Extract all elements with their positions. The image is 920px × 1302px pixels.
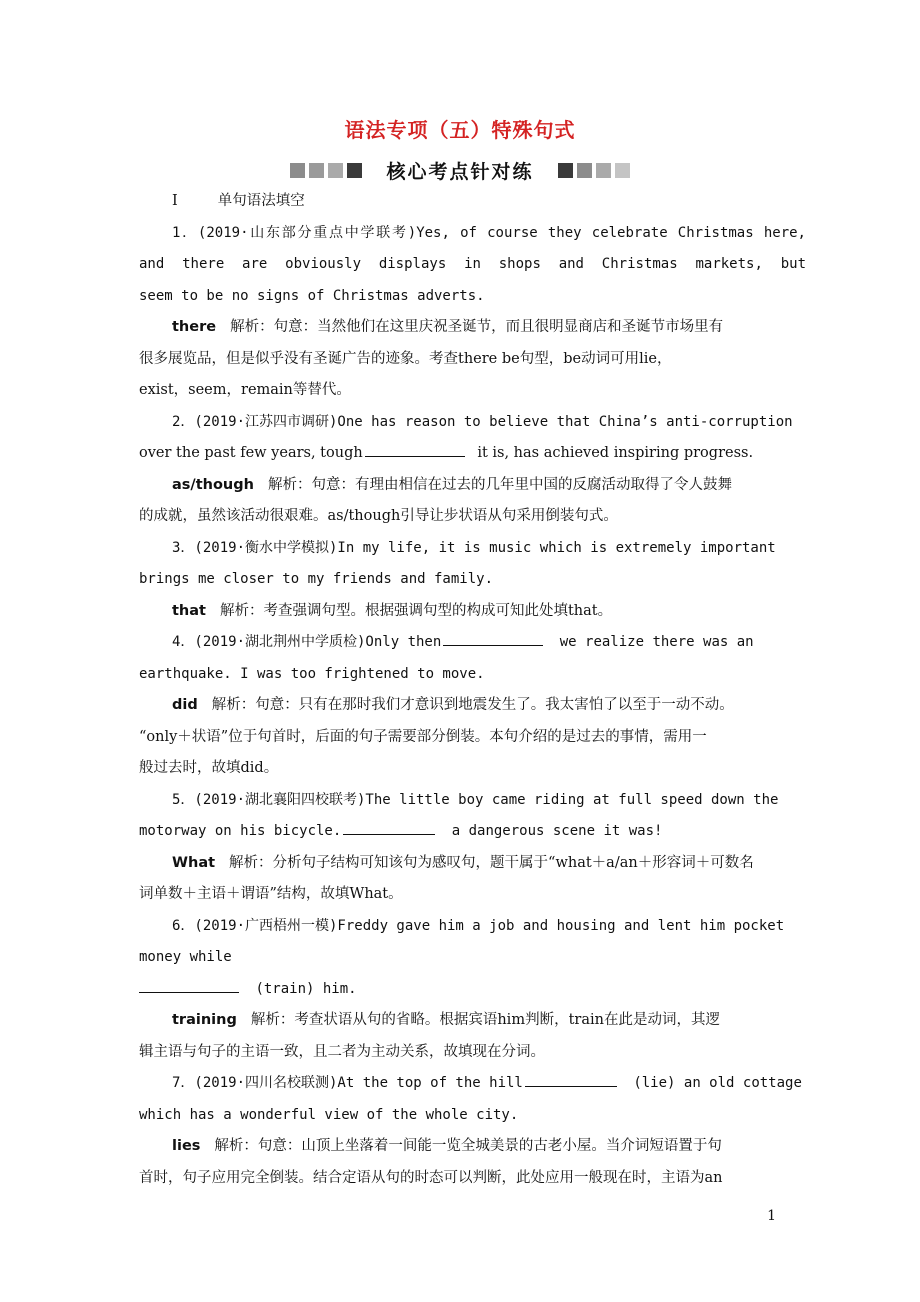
banner-square bbox=[577, 163, 592, 178]
question-7-text-b: (lie) an old cottage bbox=[633, 1075, 802, 1091]
question-5-text-b: a dangerous scene it was! bbox=[451, 823, 663, 839]
section-label: 单句语法填空 bbox=[217, 193, 305, 209]
question-6-line-1: 6．(2019·广西梧州一模)Freddy gave him a job and housing and lent him pocket bbox=[172, 917, 785, 934]
banner-square bbox=[558, 163, 573, 178]
banner-square bbox=[309, 163, 324, 178]
page-number: 1 bbox=[767, 1208, 776, 1224]
question-4-text-b: we realize there was an bbox=[559, 634, 754, 650]
answer-5-word: What bbox=[172, 854, 216, 871]
question-4-line-2: earthquake. I was too frightened to move. bbox=[139, 665, 485, 682]
answer-blank[interactable] bbox=[365, 442, 465, 457]
question-2-line-1: 2．(2019·江苏四市调研)One has reason to believe that China’s anti-corruption bbox=[172, 413, 793, 430]
answer-3-explanation-1: 解析：考查强调句型。根据强调句型的构成可知此处填that。 bbox=[219, 602, 613, 619]
section-banner bbox=[0, 156, 920, 184]
answer-4 bbox=[139, 690, 806, 722]
question-7-text-a: 7．(2019·四川名校联测)At the top of the hill bbox=[172, 1075, 523, 1091]
question-1-line-1: 1．(2019·山东部分重点中学联考)Yes, of course they celebrate Christmas here, bbox=[172, 224, 806, 241]
answer-2-explanation-1: 解析：句意：有理由相信在过去的几年里中国的反腐活动取得了令人鼓舞 bbox=[267, 476, 732, 493]
answer-5 bbox=[139, 848, 806, 880]
answer-blank[interactable] bbox=[443, 631, 543, 646]
section-number: Ⅰ bbox=[172, 193, 178, 209]
answer-4-explanation-3: 般过去时，故填did。 bbox=[139, 760, 279, 776]
question-7-line-2: which has a wonderful view of the whole city. bbox=[139, 1106, 519, 1123]
answer-5-explanation-1: 解析：分析句子结构可知该句为感叹句，题干属于“what＋a/an＋形容词＋可数名 bbox=[229, 854, 754, 871]
answer-7-explanation-1: 解析：句意：山顶上坐落着一间能一览全城美景的古老小屋。当介词短语置于句 bbox=[214, 1138, 722, 1154]
answer-1 bbox=[139, 312, 806, 344]
answer-1-explanation-2: 很多展览品，但是似乎没有圣诞广告的迹象。考查there be句型，be动词可用lie， bbox=[139, 350, 672, 367]
question-2-text-a: over the past few years, tough bbox=[139, 445, 363, 461]
banner-square bbox=[615, 163, 630, 178]
question-4-line-1 bbox=[139, 627, 806, 659]
question-1-line-2: and there are obviously displays in shops and Christmas markets, but bbox=[139, 256, 806, 272]
answer-2-explanation-2: 的成就，虽然该活动很艰难。as/though引导让步状语从句采用倒装句式。 bbox=[139, 508, 618, 524]
answer-6-explanation-2: 辑主语与句子的主语一致，且二者为主动关系，故填现在分词。 bbox=[139, 1043, 545, 1060]
question-1-line-3: seem to be no signs of Christmas adverts. bbox=[139, 287, 485, 304]
question-7-line-1 bbox=[139, 1068, 806, 1100]
answer-1-explanation-3: exist，seem，remain等替代。 bbox=[139, 382, 351, 398]
answer-7-explanation-2: 首时，句子应用完全倒装。结合定语从句的时态可以判断，此处应用一般现在时，主语为an bbox=[139, 1169, 723, 1186]
question-5-line-2 bbox=[139, 816, 806, 848]
section-heading bbox=[172, 186, 806, 218]
answer-6-word: training bbox=[172, 1012, 237, 1028]
answer-4-explanation-2: “only＋状语”位于句首时，后面的句子需要部分倒装。本句介绍的是过去的事情，需用一 bbox=[139, 728, 707, 745]
question-2-line-2 bbox=[139, 438, 806, 470]
question-6-text: (train) him. bbox=[255, 980, 357, 997]
banner-square bbox=[347, 163, 362, 178]
answer-4-explanation-1: 解析：句意：只有在那时我们才意识到地震发生了。我太害怕了以至于一动不动。 bbox=[211, 697, 734, 713]
answer-6-explanation-1: 解析：考查状语从句的省略。根据宾语him判断，train在此是动词，其逻 bbox=[250, 1012, 720, 1028]
answer-4-word: did bbox=[172, 697, 198, 713]
answer-1-word: there bbox=[172, 319, 217, 335]
page-title: 语法专项（五）特殊句式 bbox=[344, 118, 576, 142]
answer-blank[interactable] bbox=[343, 820, 435, 835]
question-3-line-2: brings me closer to my friends and family. bbox=[139, 571, 494, 587]
answer-1-explanation-1: 解析：句意：当然他们在这里庆祝圣诞节，而且很明显商店和圣诞节市场里有 bbox=[230, 319, 724, 335]
answer-blank[interactable] bbox=[525, 1072, 617, 1087]
banner-square bbox=[596, 163, 611, 178]
question-2-text-b: it is, has achieved inspiring progress. bbox=[477, 445, 754, 461]
banner-title: 核心考点针对练 bbox=[386, 160, 534, 183]
answer-2 bbox=[139, 470, 806, 502]
answer-3-word: that bbox=[172, 602, 206, 619]
document-body bbox=[139, 186, 806, 1194]
question-6-line-3 bbox=[139, 974, 806, 1006]
answer-6 bbox=[139, 1005, 806, 1037]
question-3-line-1: 3．(2019·衡水中学模拟)In my life, it is music which is extremely important bbox=[172, 539, 776, 556]
answer-5-explanation-2: 词单数＋主语＋谓语”结构，故填What。 bbox=[139, 886, 403, 902]
question-6-line-2: money while bbox=[139, 949, 232, 965]
question-5-text-a: motorway on his bicycle. bbox=[139, 823, 342, 839]
answer-blank[interactable] bbox=[139, 978, 239, 993]
question-5-line-1: 5．(2019·湖北襄阳四校联考)The little boy came riding at full speed down the bbox=[172, 791, 779, 808]
question-4-text-a: 4．(2019·湖北荆州中学质检)Only then bbox=[172, 634, 442, 650]
banner-square bbox=[290, 163, 305, 178]
answer-7 bbox=[139, 1131, 806, 1163]
answer-7-word: lies bbox=[172, 1138, 201, 1154]
banner-square bbox=[328, 163, 343, 178]
answer-3 bbox=[139, 596, 806, 628]
answer-2-word: as/though bbox=[172, 476, 254, 493]
